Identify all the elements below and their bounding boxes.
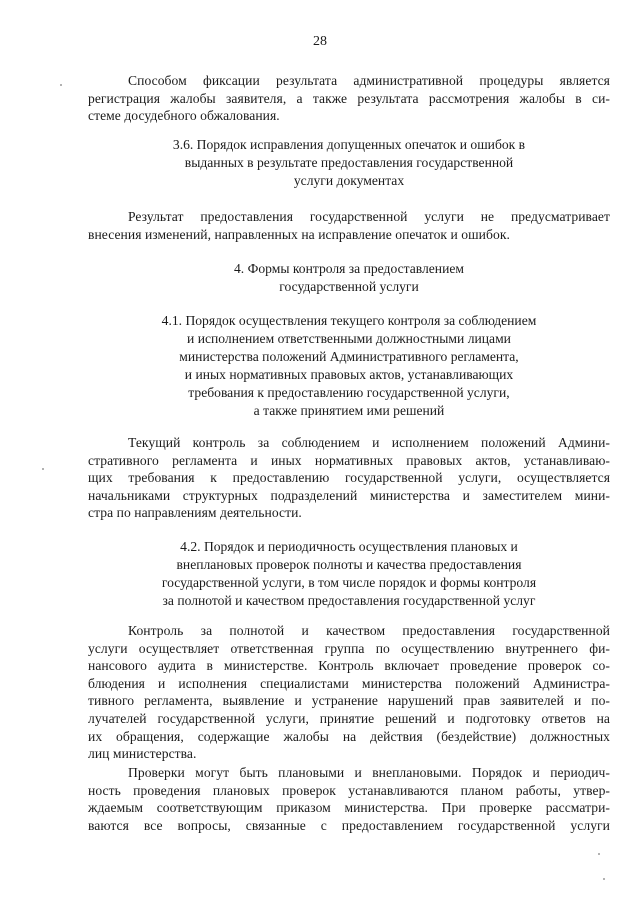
paragraph-inspections <box>88 764 610 834</box>
heading-line: за полнотой и качеством предоставления государственной услуг <box>162 593 536 608</box>
paragraph-no-corrections <box>88 208 610 243</box>
text-line: лучателей государственной услуги, принятие решений и подготовку ответов на <box>88 710 610 726</box>
text-line: лиц министерства. <box>88 746 197 762</box>
text-line: стеме досудебного обжалования. <box>88 108 280 124</box>
text-line: внесения изменений, направленных на исправление опечаток и ошибок. <box>88 226 510 242</box>
section-heading-4-1 <box>88 312 610 420</box>
text-line: Текущий контроль за соблюдением и исполнением положений Админи- <box>128 435 610 450</box>
scan-speck <box>598 853 600 855</box>
scan-speck <box>42 468 44 470</box>
text-line: регистрация жалобы заявителя, а также результата рассмотрения жалобы в си- <box>88 90 610 106</box>
heading-line: 4. Формы контроля за предоставлением <box>234 261 464 276</box>
scan-speck <box>603 878 605 880</box>
heading-line: 4.1. Порядок осуществления текущего контроля за соблюдением <box>161 313 537 328</box>
text-line: щих требования к предоставлению государственной услуги, осуществляется <box>88 470 610 486</box>
heading-line: требования к предоставлению государственной услуги, <box>188 385 510 400</box>
heading-line: и иных нормативных правовых актов, устанавливающих <box>184 367 514 382</box>
section-heading-4-2 <box>88 538 610 610</box>
text-line: услуги осуществляет ответственная группа по осуществлению внутреннего фи- <box>88 640 610 656</box>
heading-line: государственной услуги, в том числе порядок и формы контроля <box>161 575 537 590</box>
text-line: тивного регламента, выявление и устранение нарушений прав заявителей и по- <box>88 693 610 709</box>
paragraph-quality-control <box>88 622 610 763</box>
text-line: ваются все вопросы, связанные с предоставлением государственной услуги <box>88 817 610 833</box>
text-line: ждаемым соответствующим приказом министерства. При проверке рассматри- <box>88 800 610 816</box>
heading-line: и исполнением ответственными должностными лицами <box>187 331 511 346</box>
text-line: стративного регламента и иных нормативных правовых актов, устанавливаю- <box>88 452 610 468</box>
heading-line: внеплановых проверок полноты и качества предоставления <box>176 557 522 572</box>
text-line: нансового аудита в министерстве. Контроль включает проведение проверок со- <box>88 658 610 674</box>
page-number: 28 <box>313 34 327 49</box>
section-heading-3-6 <box>88 136 610 190</box>
text-line: ность проведения плановых проверок устанавливаются планом работы, утвер- <box>88 782 610 798</box>
heading-line: министерства положений Административного регламента, <box>179 349 519 364</box>
text-line: Способом фиксации результата административной процедуры является <box>128 73 610 88</box>
heading-line: а также принятием ими решений <box>253 403 445 418</box>
paragraph-current-control <box>88 434 610 522</box>
text-line: Результат предоставления государственной услуги не предусматривает <box>128 209 610 224</box>
section-heading-4 <box>88 260 610 296</box>
text-line: стра по направлениям деятельности. <box>88 505 302 521</box>
text-line: Проверки могут быть плановыми и внеплановыми. Порядок и периодич- <box>128 765 610 780</box>
heading-line: государственной услуги <box>279 279 419 294</box>
text-line: блюдения и исполнения специалистами министерства положений Администра- <box>88 675 610 691</box>
text-line: начальниками структурных подразделений министерства и заместителем мини- <box>88 487 610 503</box>
scan-speck <box>60 84 62 86</box>
paragraph-result-fixation <box>88 72 610 125</box>
heading-line: 3.6. Порядок исправления допущенных опечаток и ошибок в <box>172 137 526 152</box>
text-line: Контроль за полнотой и качеством предоставления государственной <box>128 623 610 638</box>
text-line: их обращения, содержащие жалобы на действия (бездействие) должностных <box>88 728 610 744</box>
heading-line: 4.2. Порядок и периодичность осуществления плановых и <box>180 539 518 554</box>
heading-line: услуги документах <box>293 173 405 188</box>
heading-line: выданных в результате предоставления государственной <box>184 155 514 170</box>
